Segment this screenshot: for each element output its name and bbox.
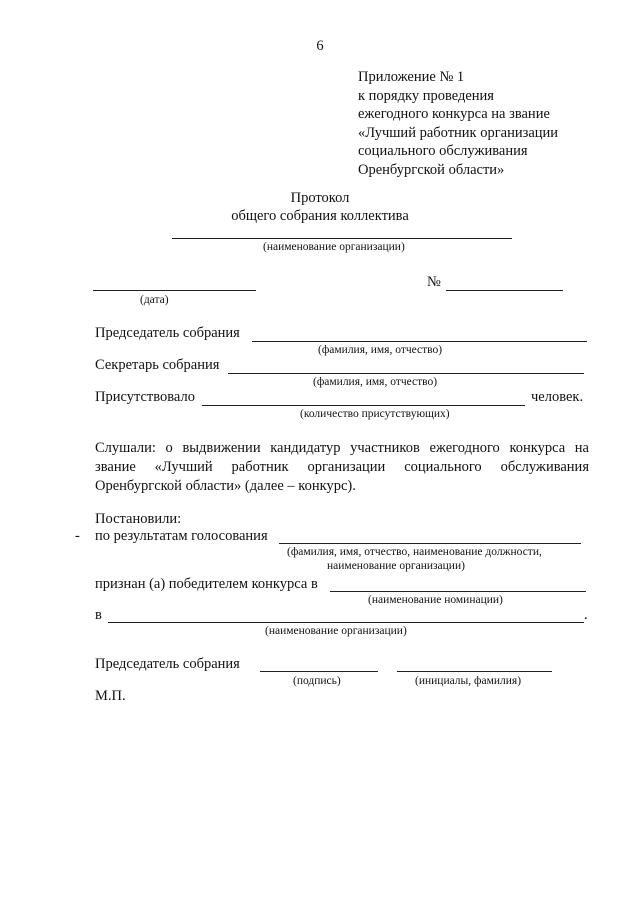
date-line xyxy=(93,290,256,291)
present-label: Присутствовало xyxy=(95,389,195,405)
heard-paragraph xyxy=(95,439,589,496)
date-caption: (дата) xyxy=(140,294,169,306)
winner-label: признан (а) победителем конкурса в xyxy=(95,576,318,592)
heard-line: Слушали: о выдвижении кандидатур участников ежегодного конкурса на xyxy=(95,440,589,456)
appendix-block xyxy=(358,68,618,180)
secretary-line xyxy=(228,373,584,374)
vote-line xyxy=(279,543,581,544)
nomination-caption: (наименование номинации) xyxy=(368,594,503,606)
present-line xyxy=(202,405,525,406)
chairman-label: Председатель собрания xyxy=(95,325,240,341)
appendix-line: «Лучший работник организации xyxy=(358,124,559,141)
number-sign: № xyxy=(427,274,441,290)
number-line xyxy=(446,290,563,291)
signature-line xyxy=(260,671,378,672)
chairman-line xyxy=(252,341,587,342)
appendix-line: Приложение № 1 xyxy=(358,69,465,85)
initials-line xyxy=(397,671,552,672)
winner-organization-caption: (наименование организации) xyxy=(265,625,407,637)
vote-caption: (фамилия, имя, отчество, наименование должности, xyxy=(287,546,542,558)
appendix-line: Оренбургской области» xyxy=(358,161,505,178)
in-suffix: . xyxy=(584,607,588,623)
vote-label: по результатам голосования xyxy=(95,528,268,544)
initials-caption: (инициалы, фамилия) xyxy=(415,675,522,687)
document-subtitle: общего собрания коллектива xyxy=(231,208,409,224)
page-number: 6 xyxy=(316,38,324,54)
secretary-label: Секретарь собрания xyxy=(95,357,220,373)
heard-line: звание «Лучший работник организации социального обслуживания xyxy=(95,459,589,475)
appendix-line: социального обслуживания xyxy=(358,143,528,160)
present-suffix: человек. xyxy=(531,389,584,405)
winner-organization-line xyxy=(108,622,584,623)
chairman-caption: (фамилия, имя, отчество) xyxy=(318,344,443,356)
in-label: в xyxy=(95,607,102,623)
margin-mark: - xyxy=(75,528,80,544)
signature-label: Председатель собрания xyxy=(95,656,240,672)
vote-caption: наименование организации) xyxy=(327,560,465,572)
heard-line: Оренбургской области» (далее – конкурс). xyxy=(95,478,356,494)
resolved-label: Постановили: xyxy=(95,511,182,527)
appendix-line: ежегодного конкурса на звание xyxy=(358,106,550,123)
organization-line xyxy=(172,238,512,239)
organization-caption: (наименование организации) xyxy=(263,241,405,253)
signature-caption: (подпись) xyxy=(293,675,341,687)
present-caption: (количество присутствующих) xyxy=(300,408,450,420)
appendix-line: к порядку проведения xyxy=(358,87,494,104)
document-title: Протокол xyxy=(290,190,350,206)
nomination-line xyxy=(330,591,586,592)
secretary-caption: (фамилия, имя, отчество) xyxy=(313,376,438,388)
stamp-place: М.П. xyxy=(95,688,126,704)
